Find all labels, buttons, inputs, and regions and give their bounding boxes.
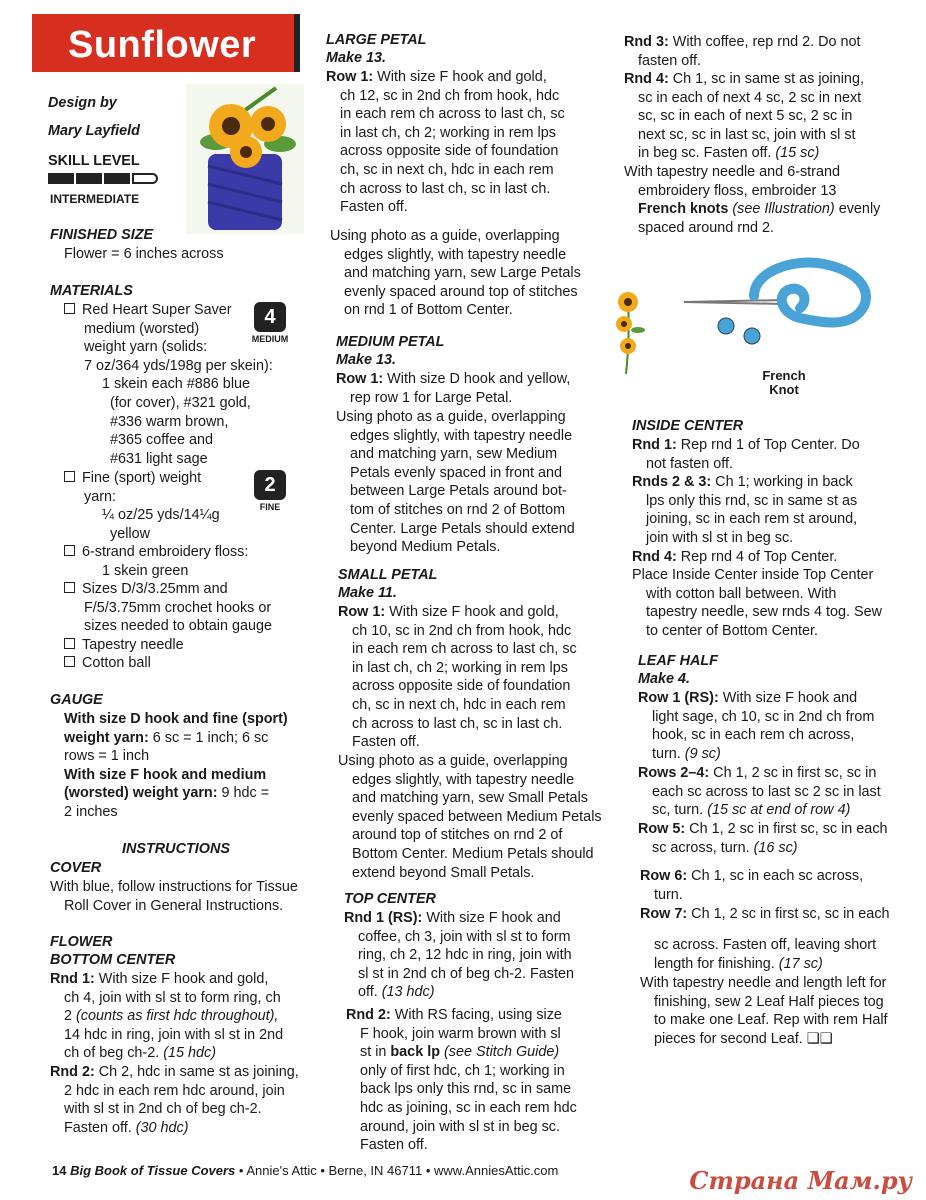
finished-text: Flower = 6 inches across: [64, 246, 224, 262]
large-petal-make: Make 13.: [326, 50, 387, 66]
gauge-heading: GAUGE: [50, 692, 103, 708]
checkbox-icon: [64, 582, 75, 593]
large-petal-para: Using photo as a guide, overlapping edges slightly, with tapestry needle and matching yarn, sew Large Petals evenly spaced around top of stitches on rnd 1 of Bottom Center.: [330, 228, 581, 319]
medium-petal-row1: Row 1: With size D hook and yellow, rep row 1 for Large Petal.: [336, 371, 571, 406]
inside-center-para: Place Inside Center inside Top Center with cotton ball between. With tapestry needle, sew rnds 4 tog. Sew to center of Bottom Center.: [632, 567, 882, 639]
small-petal-row1: Row 1: With size F hook and gold, ch 10, sc in 2nd ch from hook, hdc in each rem ch across to last ch, sc in last ch, ch 2; working in rem lps across opposite side of foundation ch, sc in next ch, hdc in each rem ch across to last ch, sc in last ch. Fasten off.: [338, 604, 577, 751]
leaf-row1: Row 1 (RS): With size F hook and light sage, ch 10, sc in 2nd ch from hook, sc in each rem ch across, turn. (9 sc): [638, 690, 875, 762]
material-needle: Tapestry needle: [64, 636, 184, 655]
checkbox-icon: [64, 545, 75, 556]
skill-heading: SKILL LEVEL: [48, 153, 140, 169]
embroidery-text: With tapestry needle and 6-strand embroidery floss, embroider 13 French knots (see Illustration) evenly spaced around rnd 2.: [624, 164, 881, 236]
small-petal-make: Make 11.: [338, 585, 397, 601]
top-center-heading: TOP CENTER: [344, 891, 436, 907]
watermark: Страна Мам.ру: [689, 1166, 912, 1195]
finished-heading: FINISHED SIZE: [50, 227, 154, 243]
bottom-center-rnd2: Rnd 2: Ch 2, hdc in same st as joining, 2 hdc in each rem hdc around, join with sl st in 2nd ch of beg ch-2. Fasten off. (30 hdc): [50, 1064, 299, 1136]
leaf-row6: Row 6: Ch 1, sc in each sc across, turn.: [640, 868, 864, 903]
material-cotton: Cotton ball: [64, 654, 151, 673]
gauge-text: With size D hook and fine (sport) weight yarn: 6 sc = 1 inch; 6 sc rows = 1 inch With size F hook and medium (worsted) weight yarn: 9 hdc = 2 inches: [64, 711, 288, 820]
french-knot-label: French Knot: [762, 368, 806, 397]
inside-center-rnd23: Rnds 2 & 3: Ch 1; working in back lps only this rnd, sc in same st as joining, sc in each rem st around, join with sl st in beg sc.: [632, 474, 858, 546]
flower-heading: FLOWER: [50, 934, 113, 950]
top-center-rnd4: Rnd 4: Ch 1, sc in same st as joining, sc in each of next 4 sc, 2 sc in next sc, sc in each of next 5 sc, 2 sc in next sc, sc in last sc, join with sl st in beg sc. Fasten off. (15 sc): [624, 71, 864, 162]
cover-heading: COVER: [50, 860, 102, 876]
page-footer: [52, 1163, 558, 1178]
material-yarn-1: Red Heart Super Saver medium (worsted) weight yarn (solids: 7 oz/364 yds/198g per skein): 1 skein each #886 blue (for cover), #321 gold, #336 warm brown, #365 coffee and #631 light sage: [64, 301, 273, 468]
inside-center-rnd1: Rnd 1: Rep rnd 1 of Top Center. Do not fasten off.: [632, 437, 860, 472]
page-number: 14: [52, 1163, 67, 1178]
bottom-center-rnd1: Rnd 1: With size F hook and gold, ch 4, join with sl st to form ring, ch 2 (counts as first hdc throughout), 14 hdc in ring, join with sl st in 2nd ch of beg ch-2. (15 hdc): [50, 971, 284, 1062]
sunflower-photo: [186, 84, 304, 234]
skill-level-bars: [48, 171, 160, 189]
top-center-rnd3: Rnd 3: With coffee, rep rnd 2. Do not fasten off.: [624, 34, 861, 69]
large-petal-heading: LARGE PETAL: [326, 32, 427, 48]
checkbox-icon: [64, 656, 75, 667]
checkbox-icon: [64, 303, 75, 314]
instructions-heading: INSTRUCTIONS: [122, 841, 230, 857]
small-petal-para: Using photo as a guide, overlapping edges slightly, with tapestry needle and matching yarn, sew Small Petals evenly spaced between Medium Petals around top of stitches on rnd 2 of Bottom Center. Medium Petals should extend beyond Small Petals.: [338, 753, 602, 881]
medium-petal-heading: MEDIUM PETAL: [336, 334, 445, 350]
french-knot-illustration: [684, 256, 880, 356]
sunflower-stem-icon: [608, 290, 652, 376]
leaf-row7-cont: sc across. Fasten off, leaving short length for finishing. (17 sc): [654, 937, 877, 972]
title-banner: [32, 14, 300, 72]
page-title: Sunflower: [68, 24, 257, 66]
yarn-weight-medium-badge: 4 MEDIUM: [248, 302, 292, 344]
materials-heading: MATERIALS: [50, 283, 133, 299]
small-petal-heading: SMALL PETAL: [338, 567, 438, 583]
leaf-para: With tapestry needle and length left for finishing, sew 2 Leaf Half pieces tog to make one Leaf. Rep with rem Half pieces for second Leaf. ❑❑: [640, 975, 888, 1047]
leaf-row7: Row 7: Ch 1, 2 sc in first sc, sc in each: [640, 906, 890, 922]
publisher-info: • Annie's Attic • Berne, IN 46711 • www.AnniesAttic.com: [235, 1163, 559, 1178]
cover-text: With blue, follow instructions for Tissue Roll Cover in General Instructions.: [50, 879, 298, 914]
material-yarn-2: Fine (sport) weight yarn: ¼ oz/25 yds/14¼g yellow: [64, 469, 220, 543]
medium-petal-para: Using photo as a guide, overlapping edges slightly, with tapestry needle and matching yarn, sew Medium Petals evenly spaced in front and between Large Petals around bot- tom of stitches on rnd 2 of Bottom Center. Large Petals should extend beyond Medium Petals.: [336, 409, 575, 556]
checkbox-icon: [64, 638, 75, 649]
large-petal-row1: Row 1: With size F hook and gold, ch 12, sc in 2nd ch from hook, hdc in each rem ch across to last ch, sc in last ch, ch 2; working in rem lps across opposite side of foundation ch, sc in next ch, hdc in each rem ch across to last ch, sc in last ch. Fasten off.: [326, 69, 565, 216]
leaf-half-heading: LEAF HALF: [638, 653, 718, 669]
material-floss: 6-strand embroidery floss: 1 skein green: [64, 543, 248, 580]
inside-center-rnd4: Rnd 4: Rep rnd 4 of Top Center.: [632, 549, 838, 565]
leaf-row5: Row 5: Ch 1, 2 sc in first sc, sc in each sc across, turn. (16 sc): [638, 821, 888, 856]
checkbox-icon: [64, 471, 75, 482]
leaf-half-make: Make 4.: [638, 671, 690, 687]
designer-name: Mary Layfield: [48, 123, 140, 139]
yarn-weight-fine-badge: 2 FINE: [248, 470, 292, 512]
inside-center-heading: INSIDE CENTER: [632, 418, 744, 434]
design-by: Design by: [48, 95, 117, 111]
material-hooks: Sizes D/3/3.25mm and F/5/3.75mm crochet hooks or sizes needed to obtain gauge: [64, 580, 272, 636]
book-title: Big Book of Tissue Covers: [70, 1163, 236, 1178]
top-center-rnd2: Rnd 2: With RS facing, using size F hook, join warm brown with sl st in back lp (see Stitch Guide) only of first hdc, ch 1; working in back lps only this rnd, sc in same hdc as joining, sc in each rem hdc around, join with sl st in beg sc. Fasten off.: [346, 1007, 577, 1154]
top-center-rnd1: Rnd 1 (RS): With size F hook and coffee, ch 3, join with sl st to form ring, ch 2, 12 hdc in ring, join with sl st in 2nd ch of beg ch-2. Fasten off. (13 hdc): [344, 910, 574, 1001]
skill-level: INTERMEDIATE: [50, 192, 140, 206]
medium-petal-make: Make 13.: [336, 352, 397, 368]
leaf-rows2-4: Rows 2–4: Ch 1, 2 sc in first sc, sc in each sc across to last sc 2 sc in last sc, turn. (15 sc at end of row 4): [638, 765, 881, 819]
bottom-center-heading: BOTTOM CENTER: [50, 952, 176, 968]
